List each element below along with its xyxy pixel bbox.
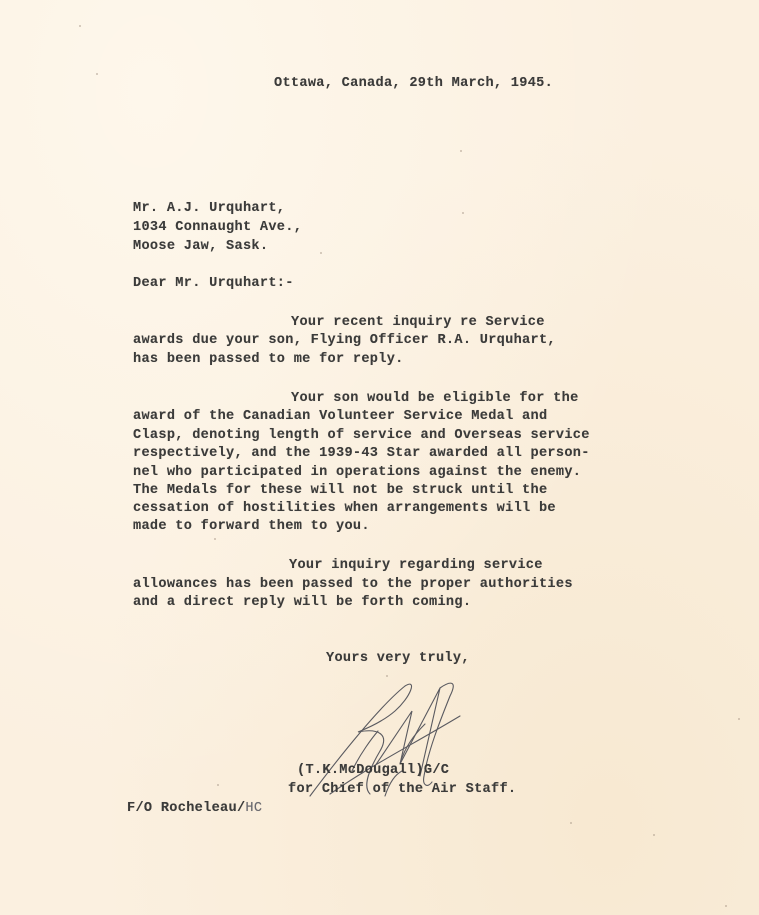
paragraph-line: nel who participated in operations against the enemy.	[133, 465, 582, 480]
paper-speck	[738, 718, 740, 720]
signatory-title: for Chief of the Air Staff.	[288, 782, 517, 797]
paragraph-line: Your inquiry regarding service	[289, 558, 543, 573]
signatory-name: (T.K.McDougall)G/C	[297, 763, 450, 778]
dateline: Ottawa, Canada, 29th March, 1945.	[274, 76, 554, 91]
paragraph-line: allowances has been passed to the proper authorities	[133, 577, 573, 592]
salutation: Dear Mr. Urquhart:-	[133, 276, 294, 291]
reference-initials: HC	[245, 801, 263, 816]
paragraph-line: awards due your son, Flying Officer R.A. Urquhart,	[133, 333, 556, 348]
paper-speck	[460, 150, 462, 152]
paper-speck	[217, 784, 219, 786]
paper-speck	[79, 25, 81, 27]
paper-speck	[96, 73, 98, 75]
paper-speck	[570, 822, 572, 824]
paragraph-line: The Medals for these will not be struck until the	[133, 483, 548, 498]
recipient-city: Moose Jaw, Sask.	[133, 239, 269, 254]
paragraph-line: has been passed to me for reply.	[133, 352, 404, 367]
paragraph-line: Clasp, denoting length of service and Overseas service	[133, 428, 590, 443]
paragraph-line: Your son would be eligible for the	[291, 391, 579, 406]
closing: Yours very truly,	[326, 651, 470, 666]
paragraph-line: cessation of hostilities when arrangements will be	[133, 501, 556, 516]
paper-speck	[462, 212, 464, 214]
paragraph-line: award of the Canadian Volunteer Service Medal and	[133, 409, 548, 424]
paper-speck	[653, 834, 655, 836]
recipient-name: Mr. A.J. Urquhart,	[133, 201, 286, 216]
paper-speck	[725, 905, 727, 907]
paragraph-line: respectively, and the 1939-43 Star awarded all person-	[133, 446, 590, 461]
paper-speck	[320, 252, 322, 254]
paragraph-line: and a direct reply will be forth coming.	[133, 595, 472, 610]
reference-line	[127, 800, 262, 818]
paper-speck	[214, 538, 216, 540]
paper-speck	[386, 675, 388, 677]
paragraph-line: made to forward them to you.	[133, 519, 370, 534]
paragraph-line: Your recent inquiry re Service	[291, 315, 545, 330]
reference-typist: F/O Rocheleau/	[127, 801, 246, 816]
recipient-street: 1034 Connaught Ave.,	[133, 220, 303, 235]
